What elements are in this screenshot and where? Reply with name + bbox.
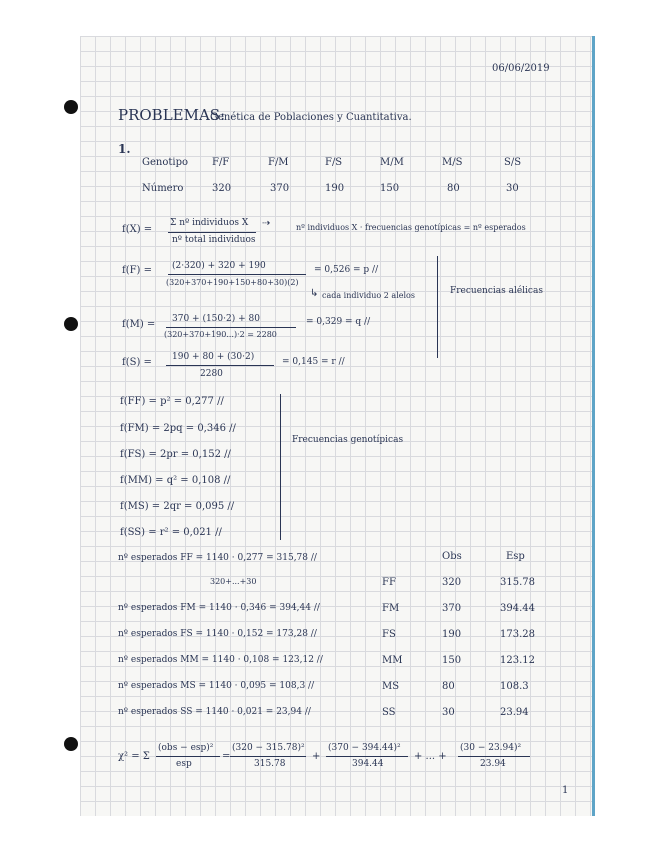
fM-lhs: f(M) = xyxy=(122,319,156,330)
table-cell: FM xyxy=(382,603,400,614)
problem-number: 1. xyxy=(118,142,131,156)
binder-hole-icon xyxy=(64,737,78,751)
table-cell: 190 xyxy=(442,629,462,640)
table-header-cell: F/M xyxy=(268,157,289,168)
table-cell: 394.44 xyxy=(500,603,535,614)
fraction-bar xyxy=(326,756,408,757)
fF-numerator: (2·320) + 320 + 190 xyxy=(172,261,266,271)
table-header-cell: F/S xyxy=(325,157,343,168)
fraction-bar xyxy=(166,365,274,366)
fraction-bar xyxy=(230,756,306,757)
fM-numerator: 370 + (150·2) + 80 xyxy=(172,314,260,324)
genotypic-frequency: f(MS) = 2qr = 0,095 // xyxy=(120,501,235,512)
table-header-cell: Genotipo xyxy=(142,157,189,168)
table-cell: FF xyxy=(382,577,396,588)
chi-numerator: (30 − 23.94)² xyxy=(460,743,522,753)
fF-result: = 0,526 = p // xyxy=(314,265,379,275)
table-cell: 315.78 xyxy=(500,577,535,588)
brace xyxy=(280,394,281,540)
genotypic-frequency: f(FF) = p² = 0,277 // xyxy=(120,396,224,407)
table-cell: 150 xyxy=(442,655,462,666)
table-cell: Número xyxy=(142,183,184,194)
fM-denominator: (320+370+190...)·2 = 2280 xyxy=(164,330,277,339)
chi-denominator: 315.78 xyxy=(254,759,286,769)
genotypic-frequency: f(MM) = q² = 0,108 // xyxy=(120,475,231,486)
table-cell: 80 xyxy=(442,681,455,692)
genotypic-frequency: f(FS) = 2pr = 0,152 // xyxy=(120,449,231,460)
expected-line: nº esperados MS = 1140 · 0,095 = 108,3 // xyxy=(118,681,315,691)
chi-denominator: 394.44 xyxy=(352,759,384,769)
table-cell: 320 xyxy=(212,183,232,194)
table-cell: 30 xyxy=(442,707,455,718)
table-cell: 123.12 xyxy=(500,655,535,666)
plus-sign: + xyxy=(312,751,321,762)
fF-lhs: f(F) = xyxy=(122,265,152,276)
fx-numerator: Σ nº individuos X xyxy=(170,218,249,228)
table-cell: 370 xyxy=(442,603,462,614)
table-cell: MM xyxy=(382,655,403,666)
table-cell: MS xyxy=(382,681,400,692)
fF-note: cada individuo 2 alelos xyxy=(322,291,415,300)
fraction-bar xyxy=(156,756,220,757)
chi-denominator: 23.94 xyxy=(480,759,506,769)
fx-lhs: f(X) = xyxy=(122,224,153,235)
binder-hole-icon xyxy=(64,100,78,114)
expected-subnote: 320+...+30 xyxy=(210,577,257,586)
arrow-icon: ⇢ xyxy=(262,218,271,229)
page-number: 1 xyxy=(562,785,569,796)
fx-note: nº individuos X · frecuencias genotípicas = nº esperados xyxy=(296,223,526,232)
page-title: PROBLEMAS: xyxy=(118,106,226,124)
fraction-bar xyxy=(168,274,306,275)
table-header-cell: S/S xyxy=(504,157,522,168)
chi-lhs: χ² = Σ xyxy=(118,751,150,762)
expected-line: nº esperados MM = 1140 · 0,108 = 123,12 // xyxy=(118,655,323,665)
expected-line: nº esperados SS = 1140 · 0,021 = 23,94 // xyxy=(118,707,311,717)
table-cell: SS xyxy=(382,707,396,718)
expected-line: nº esperados FM = 1140 · 0,346 = 394,44 // xyxy=(118,603,320,613)
page-subtitle: Genética de Poblaciones y Cuantitativa. xyxy=(210,112,412,123)
chi-numerator: (obs − esp)² xyxy=(158,743,214,753)
fM-result: = 0,329 = q // xyxy=(306,317,371,327)
table-cell: 320 xyxy=(442,577,462,588)
expected-line: nº esperados FF = 1140 · 0,277 = 315,78 // xyxy=(118,553,317,563)
table-header-cell: F/F xyxy=(212,157,230,168)
fS-denominator: 2280 xyxy=(200,369,223,379)
table-cell: FS xyxy=(382,629,396,640)
fS-lhs: f(S) = xyxy=(122,357,152,368)
table-cell: 370 xyxy=(270,183,290,194)
genotypic-label: Frecuencias genotípicas xyxy=(292,435,404,445)
table-cell: 23.94 xyxy=(500,707,529,718)
brace xyxy=(437,256,438,358)
table-cell: 30 xyxy=(506,183,519,194)
table-header-cell: Esp xyxy=(506,551,525,562)
ellipsis: + ... + xyxy=(414,751,447,762)
table-cell: 108.3 xyxy=(500,681,529,692)
fF-denominator: (320+370+190+150+80+30)(2) xyxy=(166,278,299,287)
table-cell: 190 xyxy=(325,183,345,194)
table-cell: 150 xyxy=(380,183,400,194)
fraction-bar xyxy=(168,232,256,233)
fx-denominator: nº total individuos xyxy=(172,235,256,245)
allelic-label: Frecuencias alélicas xyxy=(450,286,543,296)
table-header-cell: M/M xyxy=(380,157,404,168)
genotypic-frequency: f(SS) = r² = 0,021 // xyxy=(120,527,222,538)
fS-numerator: 190 + 80 + (30·2) xyxy=(172,352,255,362)
arrow-icon: ↳ xyxy=(310,288,319,299)
table-header-cell: Obs xyxy=(442,551,462,562)
chi-denominator: esp xyxy=(176,759,192,769)
binder-hole-icon xyxy=(64,317,78,331)
equals-sign: = xyxy=(222,751,231,762)
genotypic-frequency: f(FM) = 2pq = 0,346 // xyxy=(120,423,236,434)
fS-result: = 0,145 = r // xyxy=(282,357,345,367)
fraction-bar xyxy=(166,327,296,328)
chi-numerator: (370 − 394.44)² xyxy=(328,743,401,753)
table-cell: 173.28 xyxy=(500,629,535,640)
date: 06/06/2019 xyxy=(492,63,550,74)
expected-line: nº esperados FS = 1140 · 0,152 = 173,28 // xyxy=(118,629,317,639)
table-cell: 80 xyxy=(447,183,460,194)
margin-line xyxy=(592,36,595,816)
fraction-bar xyxy=(458,756,530,757)
chi-numerator: (320 − 315.78)² xyxy=(232,743,305,753)
table-header-cell: M/S xyxy=(442,157,463,168)
